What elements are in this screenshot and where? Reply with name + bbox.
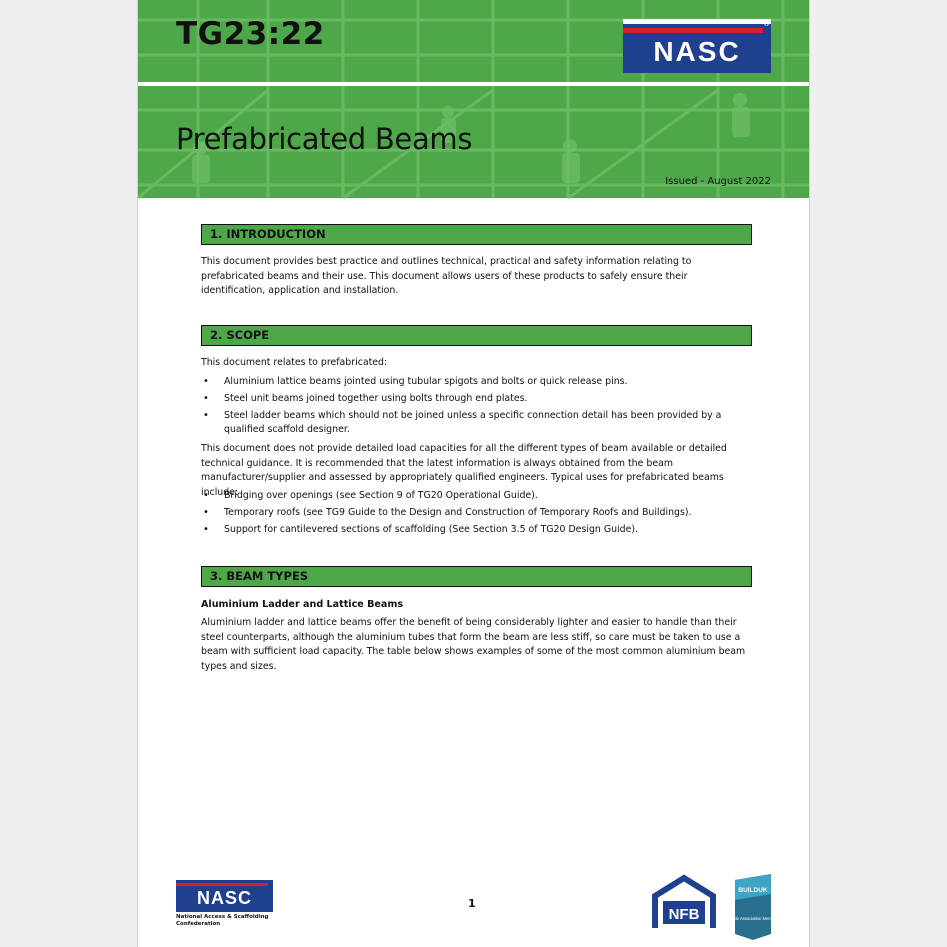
nasc-logo-red-bar xyxy=(623,28,763,33)
scope-paragraph: This document does not provide detailed load capacities for all the different types of beam available or detailed technical guidance. It is recommended that the latest information is always obtained from the beam manufacturer/supplier and assessed by appropriately qualified engineers. Typical uses for prefabricated beams include: xyxy=(201,443,727,498)
builduk-logo xyxy=(728,874,778,944)
beam-types-paragraph: Aluminium ladder and lattice beams offer the benefit of being considerably lighter and easier to handle than their steel counterparts, although the aluminium tubes that form the beam are less stiff, so care must be taken to use a beam with sufficient load capacity. The table below shows examples of some of the most common aluminium beam types and sizes. xyxy=(201,617,746,672)
document-title: Prefabricated Beams xyxy=(176,122,473,156)
footer-nasc-red-bar xyxy=(176,883,268,886)
builduk-logo-subtitle: Trade Association Member xyxy=(728,916,778,921)
footer-nasc-logo-subtitle: National Access & Scaffolding Confederation xyxy=(176,914,269,927)
subheading-aluminium-beams: Aluminium Ladder and Lattice Beams xyxy=(201,599,404,610)
builduk-logo-text: BUILDUK xyxy=(738,887,768,894)
introduction-paragraph: This document provides best practice and outlines technical, practical and safety information relating to prefabricated beams and their use. This document allows users of these products to safely ensure their identification, application and installation. xyxy=(201,256,692,296)
list-item: • Steel ladder beams which should not be joined unless a specific connection detail has been provided by a qualified scaffold designer. xyxy=(201,409,746,436)
builduk-logo-icon xyxy=(728,874,778,940)
document-page xyxy=(137,0,810,947)
nasc-logo xyxy=(623,19,771,73)
scope-bullet-list xyxy=(201,375,746,440)
footer-nasc-logo-box xyxy=(176,880,273,912)
list-item: • Aluminium lattice beams jointed using tubular spigots and bolts or quick release pins. xyxy=(201,375,746,389)
document-code: TG23:22 xyxy=(176,16,325,52)
nasc-logo-registered-mark: ® xyxy=(763,20,770,28)
nfb-logo-icon xyxy=(651,874,717,930)
header-divider xyxy=(138,82,809,86)
list-item: • Temporary roofs (see TG9 Guide to the Design and Construction of Temporary Roofs and Buildings). xyxy=(201,506,746,520)
header-banner xyxy=(138,0,809,198)
footer-nasc-logo-text: NASC xyxy=(196,888,252,908)
list-item: • Bridging over openings (see Section 9 of TG20 Operational Guide). xyxy=(201,489,746,503)
section-heading-introduction: 1. INTRODUCTION xyxy=(201,224,752,245)
issue-date: Issued - August 2022 xyxy=(665,176,771,187)
list-item: • Steel unit beams joined together using bolts through end plates. xyxy=(201,392,746,406)
nfb-logo-text: NFB xyxy=(668,906,700,923)
nasc-logo-text: NASC xyxy=(653,36,741,67)
uses-bullet-list xyxy=(201,489,746,540)
scope-intro: This document relates to prefabricated: xyxy=(201,357,388,368)
section-heading-beam-types: 3. BEAM TYPES xyxy=(201,566,752,587)
section-heading-scope: 2. SCOPE xyxy=(201,325,752,346)
list-item: • Support for cantilevered sections of scaffolding (See Section 3.5 of TG20 Design Guide). xyxy=(201,523,746,537)
nfb-logo xyxy=(651,874,717,934)
footer-nasc-logo xyxy=(176,880,273,928)
page-number: 1 xyxy=(468,897,476,910)
